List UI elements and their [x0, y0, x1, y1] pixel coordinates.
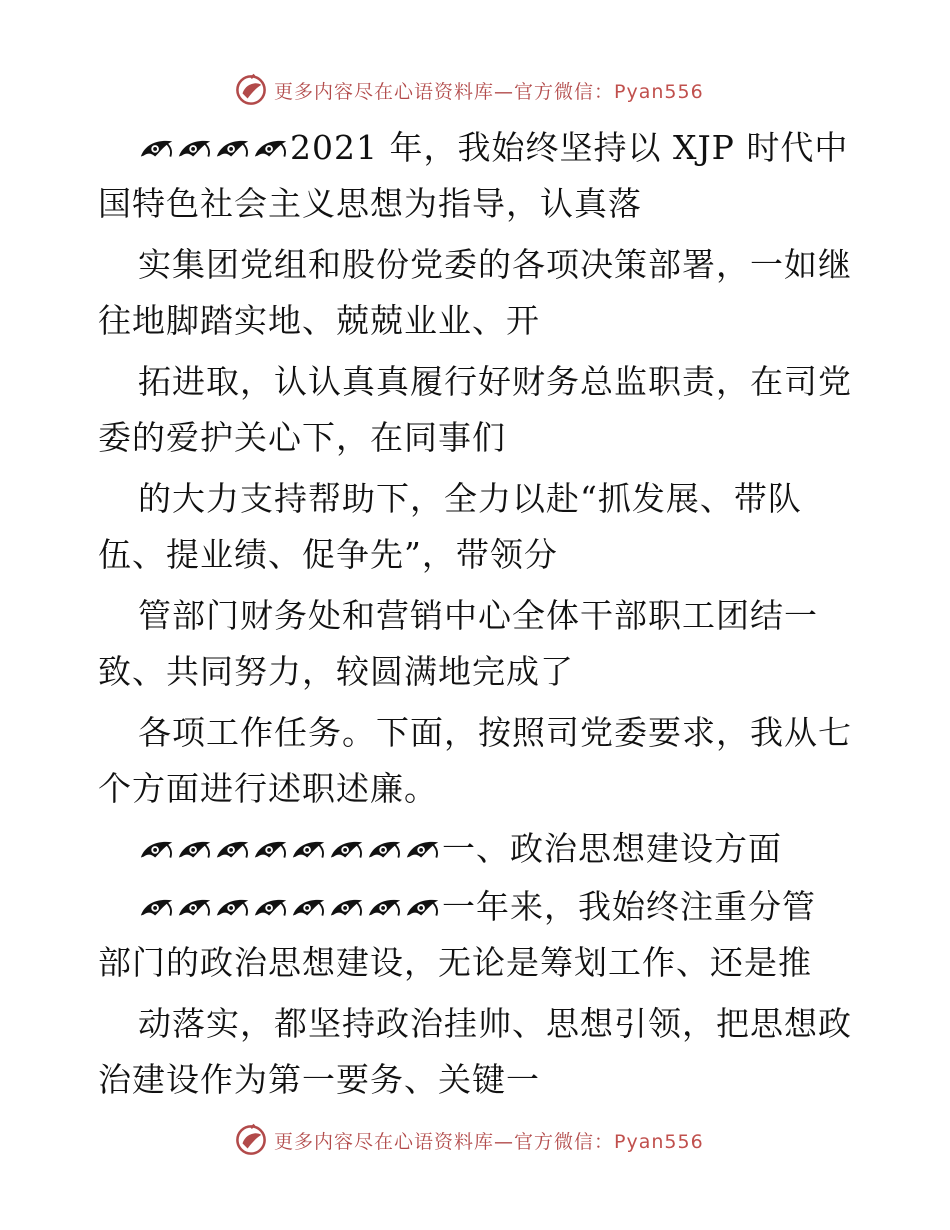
fleuron-icon: [214, 894, 252, 920]
body-line-6: 委的爱护关心下，在同事们: [98, 418, 506, 457]
body-line-5: 拓进取，认认真真履行好财务总监职责，在司党: [138, 362, 852, 401]
fleuron-icon: [138, 135, 176, 161]
fleuron-icon: [328, 894, 366, 920]
fleuron-icon: [252, 836, 290, 862]
fleuron-icon: [176, 135, 214, 161]
body-line-2: 国特色社会主义思想为指导，认真落: [98, 184, 642, 223]
fleuron-icon: [176, 894, 214, 920]
body-line-10: 致、共同努力，较圆满地完成了: [98, 652, 574, 691]
body-line-1: 2021 年，我始终坚持以 XJP 时代中: [138, 128, 848, 168]
watermark-text: 更多内容尽在心语资料库—官方微信：Pyan556: [274, 80, 704, 103]
fleuron-icon: [404, 894, 442, 920]
body-line-15: 部门的政治思想建设，无论是筹划工作、还是推: [98, 943, 812, 982]
watermark-text: 更多内容尽在心语资料库—官方微信：Pyan556: [274, 1130, 704, 1153]
body-line-11: 各项工作任务。下面，按照司党委要求，我从七: [138, 713, 852, 752]
fleuron-icon: [366, 894, 404, 920]
fleuron-icon: [290, 836, 328, 862]
body-line-17: 治建设作为第一要务、关键一: [98, 1060, 540, 1099]
fleuron-icon: [214, 135, 252, 161]
pen-logo-icon: [234, 73, 268, 107]
body-line-14: 一年来，我始终注重分管: [138, 887, 816, 927]
fleuron-icon: [290, 894, 328, 920]
body-line-3: 实集团党组和股份党委的各项决策部署，一如继: [138, 245, 852, 284]
fleuron-icon: [328, 836, 366, 862]
fleuron-icon: [252, 135, 290, 161]
body-line-8: 伍、提业绩、促争先”，带领分: [98, 535, 558, 574]
fleuron-icon: [404, 836, 442, 862]
body-line-4: 往地脚踏实地、兢兢业业、开: [98, 301, 540, 340]
fleuron-icon: [252, 894, 290, 920]
body-line-9: 管部门财务处和营销中心全体干部职工团结一: [138, 596, 818, 635]
fleuron-icon: [366, 836, 404, 862]
watermark-footer: [234, 1120, 704, 1160]
fleuron-icon: [138, 836, 176, 862]
section-heading: 一、政治思想建设方面: [138, 829, 782, 869]
fleuron-icon: [176, 836, 214, 862]
body-line-16: 动落实，都坚持政治挂帅、思想引领，把思想政: [138, 1004, 852, 1043]
body-line-12: 个方面进行述职述廉。: [98, 769, 438, 808]
body-line-7: 的大力支持帮助下，全力以赴“抓发展、带队: [138, 479, 802, 518]
watermark-header: [234, 70, 704, 110]
fleuron-icon: [138, 894, 176, 920]
fleuron-icon: [214, 836, 252, 862]
pen-logo-icon: [234, 1123, 268, 1157]
